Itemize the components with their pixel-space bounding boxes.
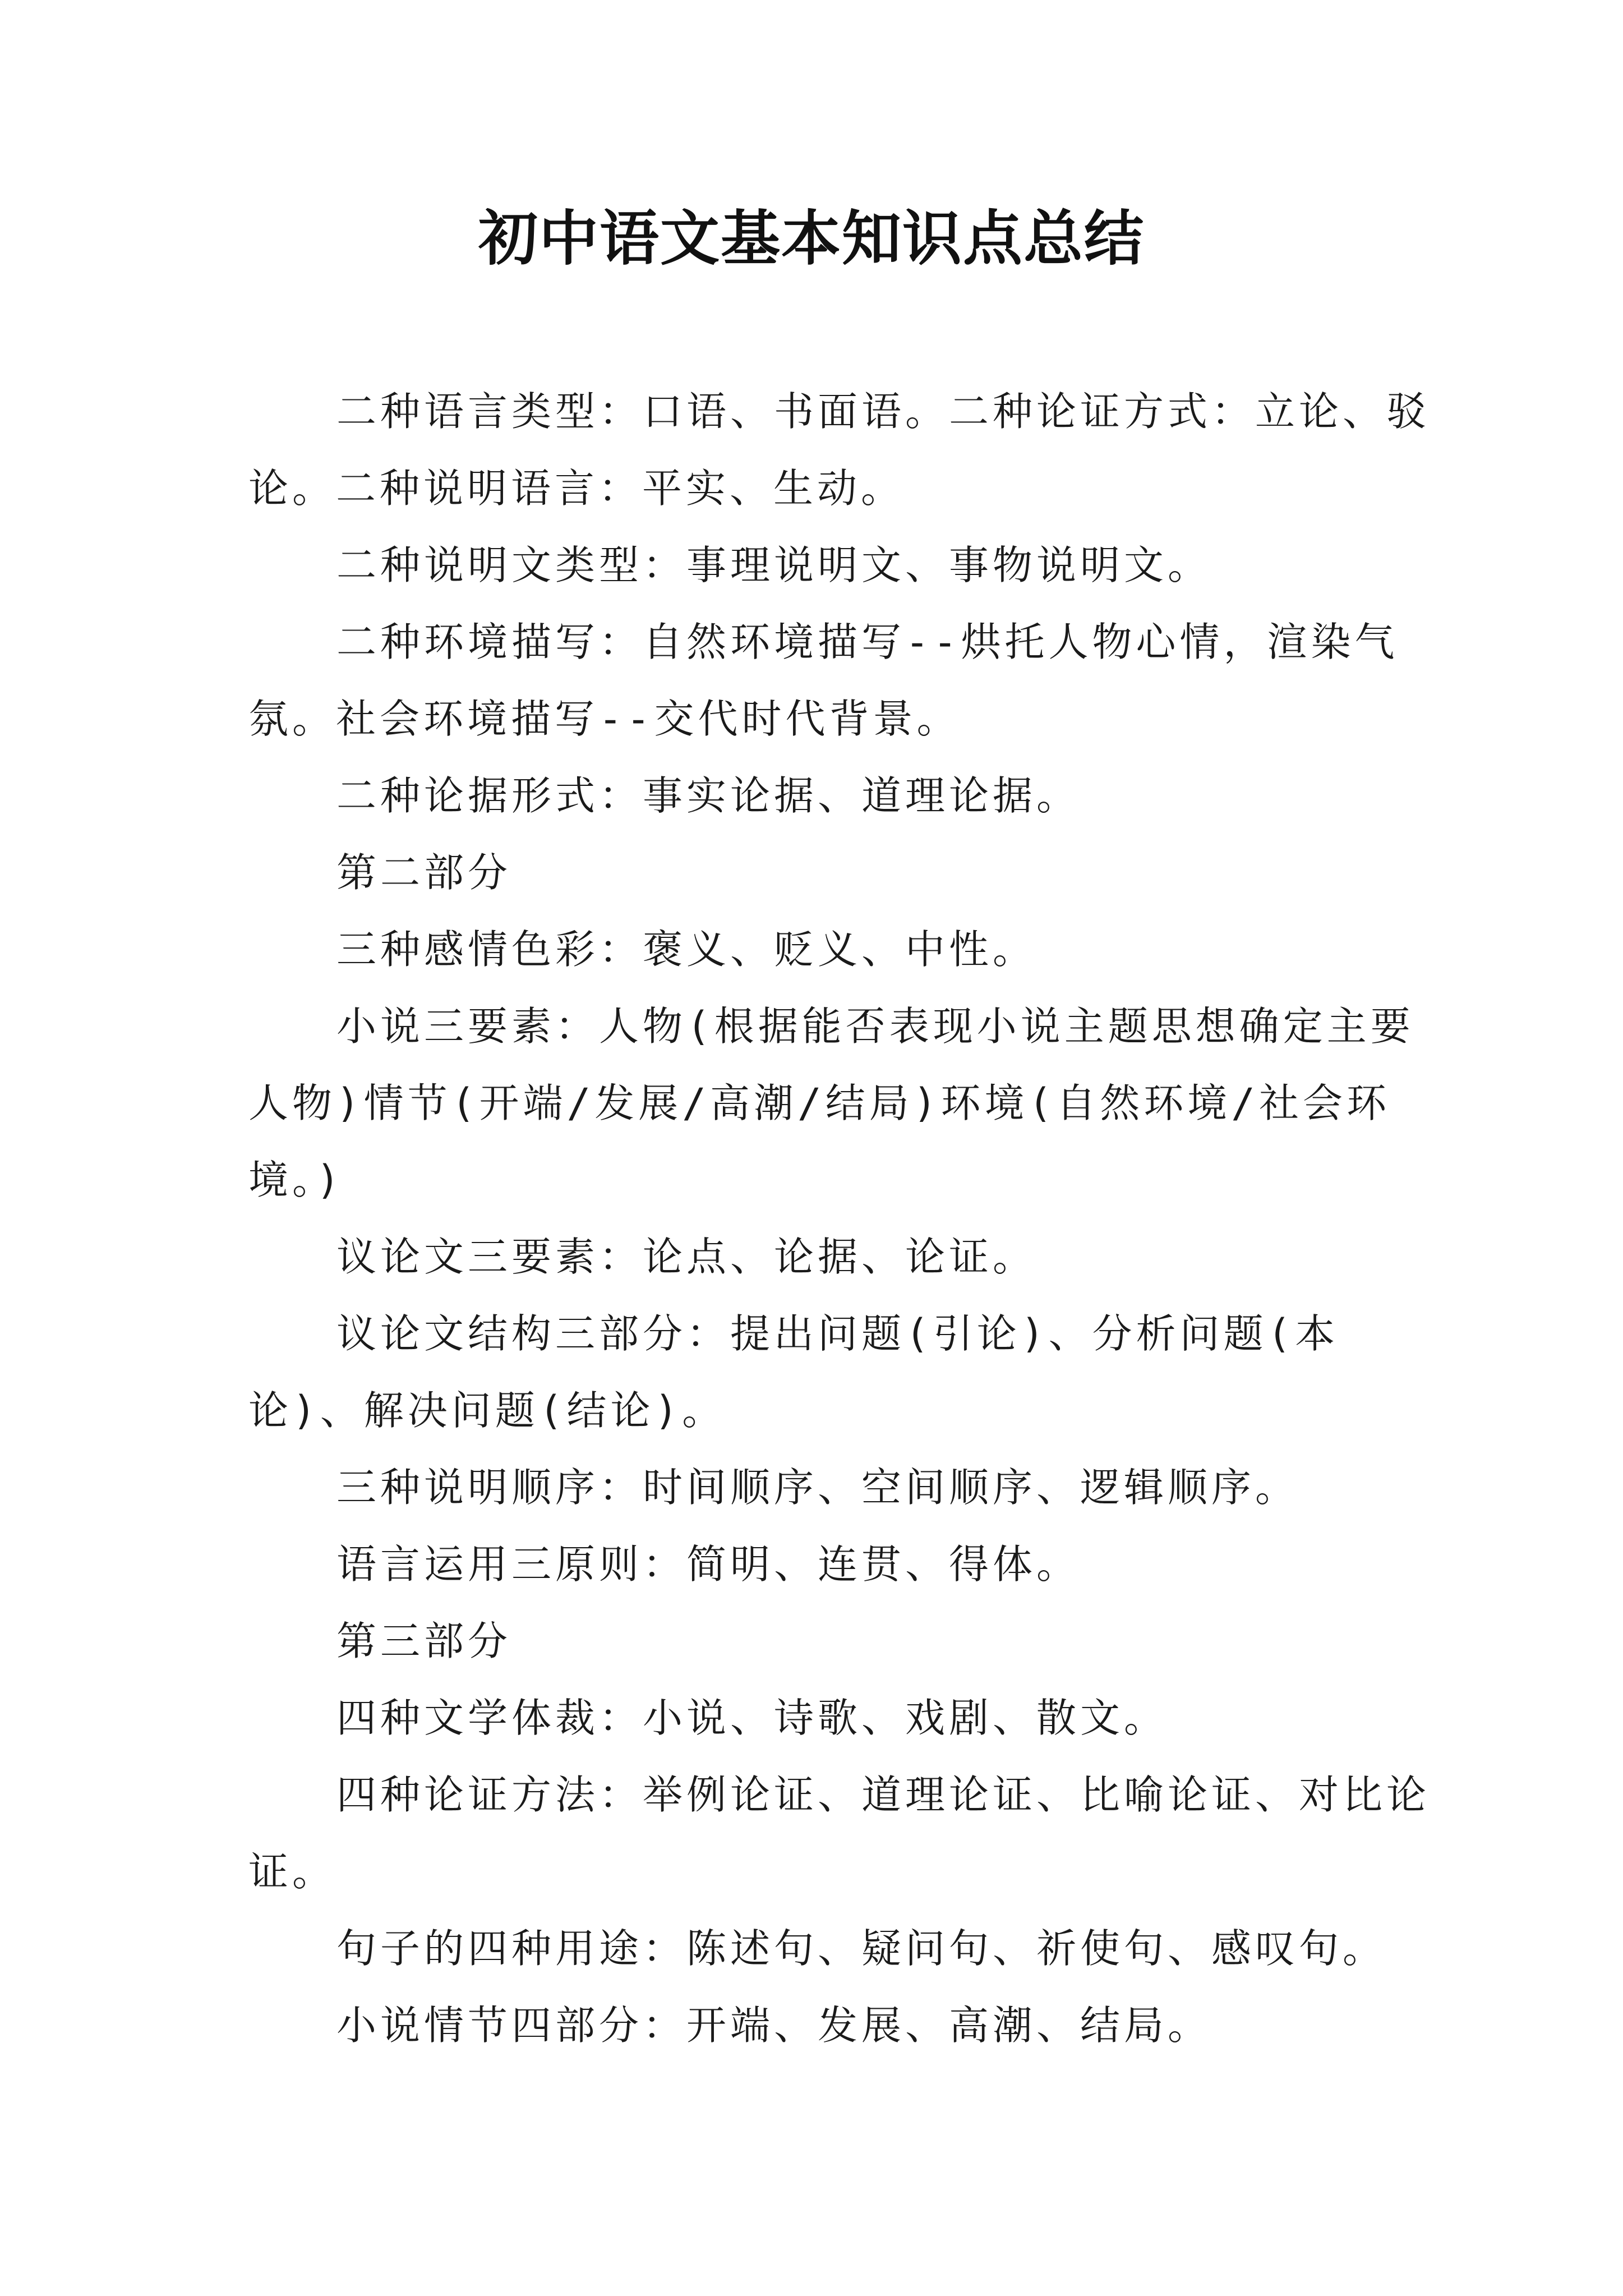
paragraph: 二种论据形式：事实论据、道理论据。 [336,772,1081,819]
section-heading: 第三部分 [336,1618,512,1664]
paragraph: 二种语言类型：口语、书面语。二种论证方式：立论、驳论。二种说明语言：平实、生动。 [248,388,1431,512]
paragraph: 二种环境描写：自然环境描写--烘托人物心情，渲染气氛。社会环境描写--交代时代背景。 [248,619,1399,742]
paragraph: 三种感情色彩：褒义、贬义、中性。 [336,926,1037,973]
paragraph: 小说三要素：人物(根据能否表现小说主题思想确定主要人物)情节(开端/发展/高潮/结局)环境(自然环境/社会环境。) [248,1003,1414,1203]
paragraph: 议论文三要素：论点、论据、论证。 [336,1234,1037,1280]
paragraph: 二种说明文类型：事理说明文、事物说明文。 [336,542,1212,588]
paragraph: 四种文学体裁：小说、诗歌、戏剧、散文。 [336,1695,1168,1741]
section-heading: 第二部分 [336,849,512,896]
paragraph: 三种说明顺序：时间顺序、空间顺序、逻辑顺序。 [336,1464,1299,1511]
paragraph: 句子的四种用途：陈述句、疑问句、祈使句、感叹句。 [336,1925,1387,1972]
paragraph: 语言运用三原则：简明、连贯、得体。 [336,1541,1081,1588]
paragraph: 四种论证方法：举例论证、道理论证、比喻论证、对比论证。 [248,1772,1431,1895]
paragraph: 议论文结构三部分：提出问题(引论)、分析问题(本论)、解决问题(结论)。 [248,1310,1339,1434]
paragraph: 小说情节四部分：开端、发展、高潮、结局。 [336,2002,1212,2049]
page-title: 初中语文基本知识点总结 [478,203,1145,273]
document-body [248,373,1437,2064]
